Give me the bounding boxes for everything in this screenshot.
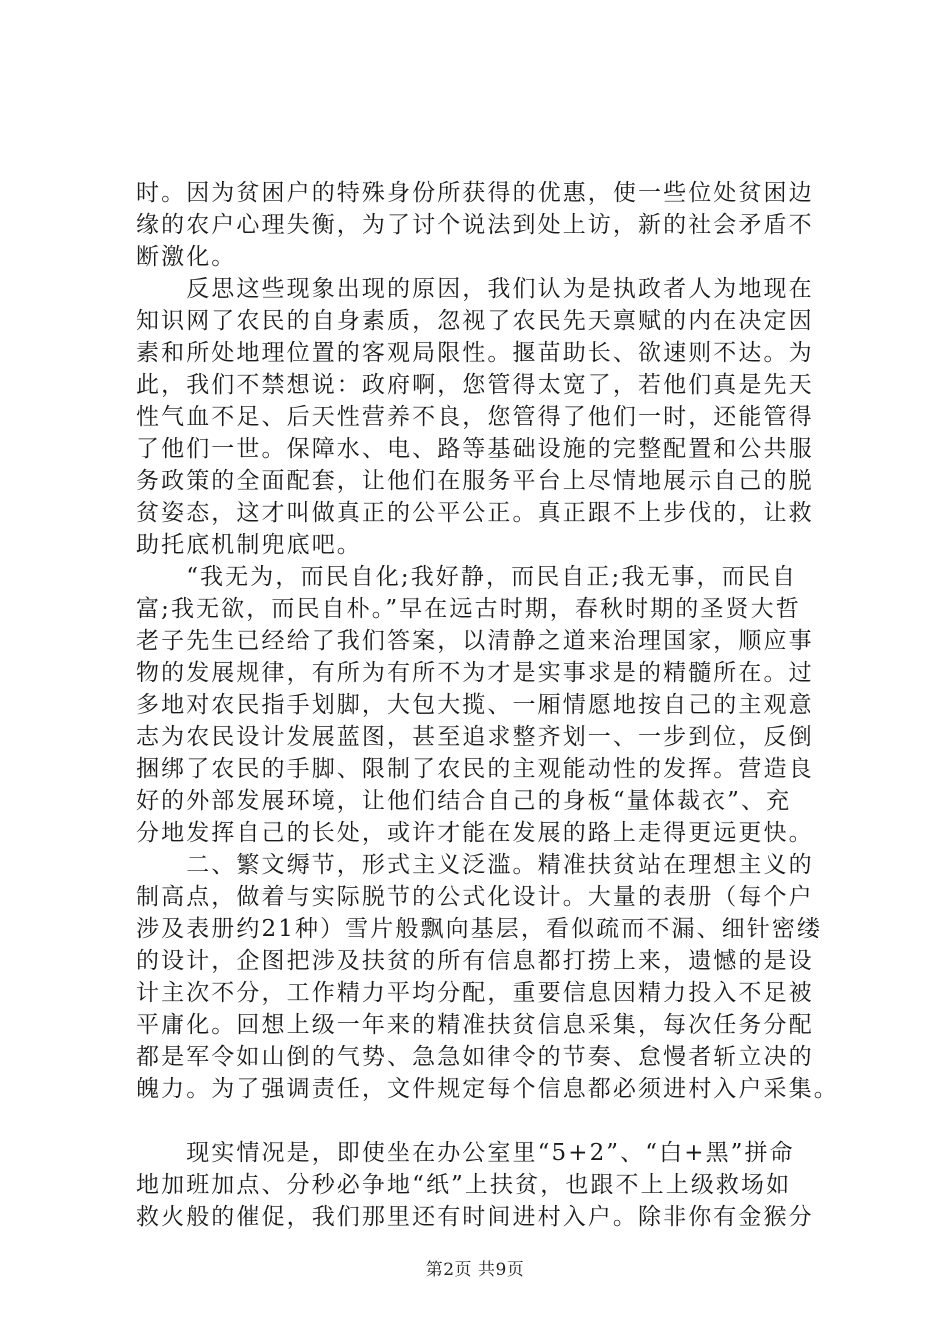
body-text-line: 救火般的催促，我们那里还有时间进村入户。除非你有金猴分: [136, 1204, 814, 1230]
body-text-line: 性气血不足、后天性营养不良，您管得了他们一时，还能管得: [136, 404, 814, 430]
body-text-line: 反思这些现象出现的原因，我们认为是执政者人为地现在: [136, 276, 814, 302]
body-text-line: 地加班加点、分秒必争地“纸”上扶贫，也跟不上上级救场如: [136, 1172, 792, 1198]
body-text-line: 二、繁文缛节，形式主义泛滥。精准扶贫站在理想主义的: [136, 852, 814, 878]
body-text-line: 素和所处地理位置的客观局限性。揠苗助长、欲速则不达。为: [136, 340, 814, 366]
body-text-line: 缘的农户心理失衡，为了讨个说法到处上访，新的社会矛盾不: [136, 212, 814, 238]
body-text-line: 了他们一世。保障水、电、路等基础设施的完整配置和公共服: [136, 436, 814, 462]
body-text-line: 平庸化。回想上级一年来的精准扶贫信息采集，每次任务分配: [136, 1012, 814, 1038]
body-text-line: 计主次不分，工作精力平均分配，重要信息因精力投入不足被: [136, 980, 814, 1006]
body-text-line: 都是军令如山倒的气势、急急如律令的节奏、怠慢者斩立决的: [136, 1044, 814, 1070]
body-text-line: 贫姿态，这才叫做真正的公平公正。真正跟不上步伐的，让救: [136, 500, 814, 526]
body-text-line: “我无为，而民自化;我好静，而民自正;我无事，而民自: [136, 564, 798, 590]
body-text-line: 分地发挥自己的长处，或许才能在发展的路上走得更远更快。: [136, 820, 814, 846]
body-text-line: 老子先生已经给了我们答案，以清静之道来治理国家，顺应事: [136, 628, 814, 654]
body-text-line: 魄力。为了强调责任，文件规定每个信息都必须进村入户采集。: [136, 1076, 839, 1102]
body-text-line: 制高点，做着与实际脱节的公式化设计。大量的表册（每个户: [136, 884, 814, 910]
body-text-line: 多地对农民指手划脚，大包大揽、一厢情愿地按自己的主观意: [136, 692, 814, 718]
body-text-line: 断激化。: [136, 244, 237, 270]
body-text-line: 此，我们不禁想说：政府啊，您管得太宽了，若他们真是先天: [136, 372, 814, 398]
page-number-footer: 第2页 共9页: [425, 1260, 525, 1280]
body-text-line: 志为农民设计发展蓝图，甚至追求整齐划一、一步到位，反倒: [136, 724, 814, 750]
body-text-line: 知识网了农民的自身素质，忽视了农民先天禀赋的内在决定因: [136, 308, 814, 334]
body-text-line: 物的发展规律，有所为有所不为才是实事求是的精髓所在。过: [136, 660, 814, 686]
body-text-line: 好的外部发展环境，让他们结合自己的身板“量体裁衣”、充: [136, 788, 792, 814]
body-text-line: 富;我无欲，而民自朴。”早在远古时期，春秋时期的圣贤大哲: [136, 596, 801, 622]
body-text-line: 涉及表册约21种）雪片般飘向基层，看似疏而不漏、细针密缕: [136, 916, 823, 942]
body-text-line: 务政策的全面配套，让他们在服务平台上尽情地展示自己的脱: [136, 468, 814, 494]
body-text-line: 捆绑了农民的手脚、限制了农民的主观能动性的发挥。营造良: [136, 756, 814, 782]
body-text-line: 助托底机制兜底吧。: [136, 532, 362, 558]
body-text-line: 时。因为贫困户的特殊身份所获得的优惠，使一些位处贫困边: [136, 180, 814, 206]
body-text-line: 现实情况是，即使坐在办公室里“5+2”、“白+黑”拼命: [136, 1140, 795, 1166]
body-text-line: 的设计，企图把涉及扶贫的所有信息都打捞上来，遗憾的是设: [136, 948, 814, 974]
